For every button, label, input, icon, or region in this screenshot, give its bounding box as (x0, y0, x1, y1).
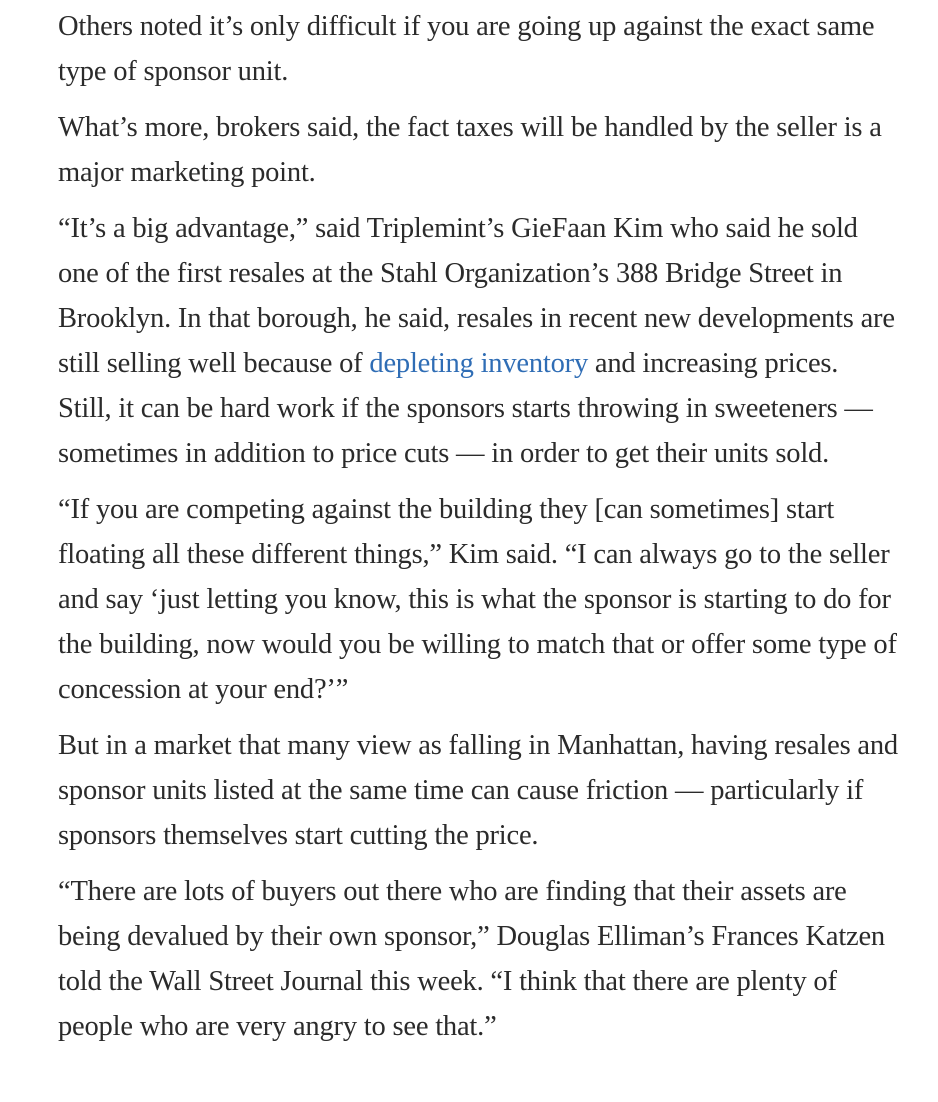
paragraph-6: “There are lots of buyers out there who are finding that their assets are being devalued by their own sponsor,” Douglas Elliman’s Frances Katzen told the Wall Street Journal this week. “I think that there are plenty of people who are very angry to see that.” (58, 876, 885, 1042)
paragraph-4: “If you are competing against the building they [can sometimes] start floating all these different things,” Kim said. “I can always go to the seller and say ‘just letting you know, this is what the sponsor is starting to do for the building, now would you be willing to match that or offer some type of concession at your end?’” (58, 494, 897, 705)
paragraph-5: But in a market that many view as falling in Manhattan, having resales and sponsor units listed at the same time can cause friction — particularly if sponsors themselves start cutting the price. (58, 730, 898, 851)
depleting-inventory-link[interactable]: depleting inventory (369, 348, 588, 379)
paragraph-2: What’s more, brokers said, the fact taxes will be handled by the seller is a major marketing point. (58, 112, 882, 188)
paragraph-3 (58, 206, 898, 476)
paragraph-3-text-after: and increasing prices. Still, it can be hard work if the sponsors starts throwing in sweeteners — sometimes in addition to price cuts — in order to get their units sold. (58, 348, 873, 469)
paragraph-1: Others noted it’s only difficult if you are going up against the exact same type of sponsor unit. (58, 11, 875, 87)
article-body (58, 4, 898, 1060)
paragraph-3-text-before: “It’s a big advantage,” said Triplemint’s GieFaan Kim who said he sold one of the first resales at the Stahl Organization’s 388 Bridge Street in Brooklyn. In that borough, he said, resales in recent new developments are still selling well because of (58, 213, 895, 379)
